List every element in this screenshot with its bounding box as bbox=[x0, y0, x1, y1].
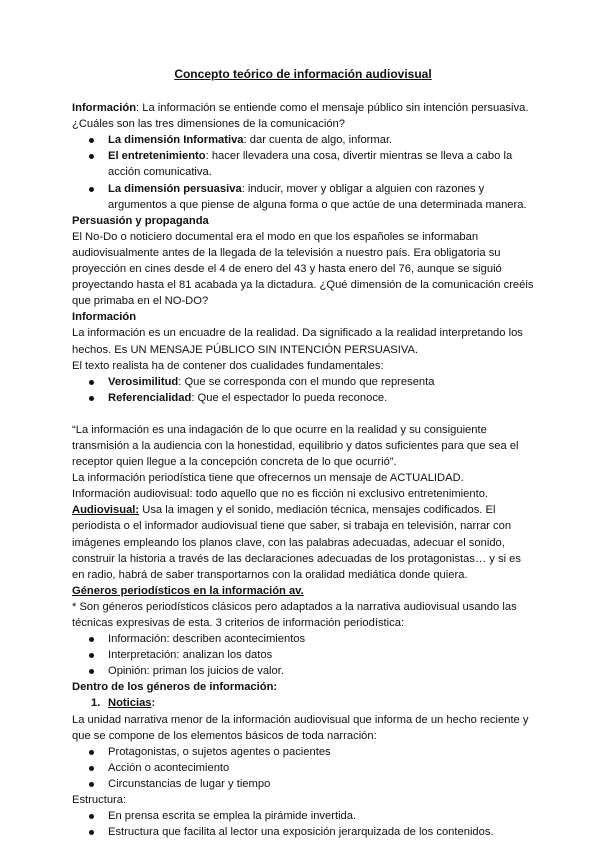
dentro-heading: Dentro de los géneros de información: bbox=[72, 681, 278, 694]
numbered-list bbox=[72, 695, 534, 711]
item-number: 1. bbox=[91, 697, 101, 710]
audiovisual-text: Usa la imagen y el sonido, mediación técnica, mensajes codificados. El periodista o el informador audiovisual tiene que saber, si trabaja en televisión, narrar con imágenes empleando los planos clave, con las palabras adecuadas, adecuar el sonido, construir la historia a través de las declaraciones adecuadas de los protagonistas… y si es en radio, habrá de saber transportarnos con la oralidad mediática donde quiera. bbox=[72, 504, 521, 581]
periodistica-paragraph: La información periodística tiene que ofrecernos un mensaje de ACTUALIDAD. bbox=[72, 472, 464, 485]
list-item bbox=[72, 132, 534, 148]
dimension-term: La dimensión persuasiva bbox=[108, 182, 242, 195]
list-item: Protagonistas, o sujetos agentes o pacientes bbox=[72, 744, 534, 760]
intro-paragraph bbox=[72, 100, 534, 132]
list-item: En prensa escrita se emplea la pirámide invertida. bbox=[72, 808, 534, 824]
audiovisual-paragraph bbox=[72, 502, 534, 582]
quality-term: Verosimilitud bbox=[108, 375, 179, 388]
list-item bbox=[72, 374, 534, 390]
document-title: Concepto teórico de información audiovisual bbox=[174, 67, 432, 81]
quality-text: : Que se corresponda con el mundo que representa bbox=[178, 375, 435, 388]
dimension-text: : dar cuenta de algo, informar. bbox=[243, 134, 393, 147]
list-item: Estructura que facilita al lector una exposición jerarquizada de los contenidos. bbox=[72, 824, 534, 840]
list-item: Información: describen acontecimientos bbox=[72, 631, 534, 647]
generos-paragraph: * Son géneros periodísticos clásicos pero adaptados a la narrativa audiovisual usando las técnicas expresivas de esta. 3 criterios de información periodística: bbox=[72, 600, 517, 629]
informacion-paragraph: La información es un encuadre de la realidad. Da significado a la realidad interpretando los hechos. Es UN MENSAJE PÚBLICO SIN INTENCIÓN PERSUASIVA. bbox=[72, 327, 523, 356]
list-item bbox=[72, 390, 534, 406]
document-page bbox=[72, 66, 534, 840]
dimension-text: : inducir, mover y obligar a alguien con razones y argumentos a que piense de alguna forma o que actúe de una determinada manera. bbox=[108, 182, 527, 211]
audiovisual-label: Audiovisual: bbox=[72, 504, 140, 517]
intro-text: : La información se entiende como el mensaje público sin intención persuasiva. ¿Cuáles son las tres dimensiones de la comunicación? bbox=[72, 102, 529, 131]
audiovisual-definition: Información audiovisual: todo aquello que no es ficción ni exclusivo entretenimiento. bbox=[72, 488, 489, 501]
list-item: Opinión: priman los juicios de valor. bbox=[72, 663, 534, 679]
noticias-label: Noticias bbox=[108, 697, 152, 710]
quality-term: Referencialidad bbox=[108, 391, 192, 404]
dimension-text: : hacer llevadera una cosa, divertir mientras se lleva a cabo la acción comunicativa. bbox=[108, 150, 513, 179]
spacer bbox=[72, 406, 534, 422]
elements-list bbox=[72, 744, 534, 792]
list-item bbox=[72, 148, 534, 180]
informacion-paragraph-2: El texto realista ha de contener dos cualidades fundamentales: bbox=[72, 359, 384, 372]
generos-heading: Géneros periodísticos en la información av. bbox=[72, 584, 304, 597]
dimension-term: La dimensión Informativa bbox=[108, 134, 244, 147]
intro-label: Información bbox=[72, 102, 137, 115]
qualities-list bbox=[72, 374, 534, 406]
noticia-paragraph: La unidad narrativa menor de la información audiovisual que informa de un hecho reciente y que se compone de los elementos básicos de toda narración: bbox=[72, 713, 529, 742]
list-item: Circunstancias de lugar y tiempo bbox=[72, 776, 534, 792]
numbered-item bbox=[72, 695, 534, 711]
quality-text: : Que el espectador lo pueda reconoce. bbox=[191, 391, 388, 404]
list-item: Acción o acontecimiento bbox=[72, 760, 534, 776]
informacion-heading: Información bbox=[72, 311, 137, 324]
estructura-label: Estructura: bbox=[72, 794, 127, 807]
list-item bbox=[72, 181, 534, 213]
list-item: Interpretación: analizan los datos bbox=[72, 647, 534, 663]
dimension-term: El entretenimiento bbox=[108, 150, 206, 163]
quote-paragraph: “La información es una indagación de lo que ocurre en la realidad y su consiguiente transmisión a la audiencia con la honestidad, equilibrio y datos suficientes para que sea el receptor quien llegue a la concepción concreta de lo que ocurrió”. bbox=[72, 423, 519, 469]
estructura-list bbox=[72, 808, 534, 840]
persuasion-paragraph: El No-Do o noticiero documental era el modo en que los españoles se informaban audiovisualmente antes de la llegada de la televisión a nuestro país. Era obligatoria su proyección en cines desde el 4 de enero del 43 y hasta enero del 76, aunque se siguió proyectando hasta el 81 acabada ya la dictadura. ¿Qué dimensión de la comunicación creéis que primaba en el NO-DO? bbox=[72, 230, 534, 308]
noticias-colon: : bbox=[151, 697, 156, 710]
criteria-list bbox=[72, 631, 534, 679]
persuasion-heading: Persuasión y propaganda bbox=[72, 214, 209, 227]
dimensions-list bbox=[72, 132, 534, 212]
